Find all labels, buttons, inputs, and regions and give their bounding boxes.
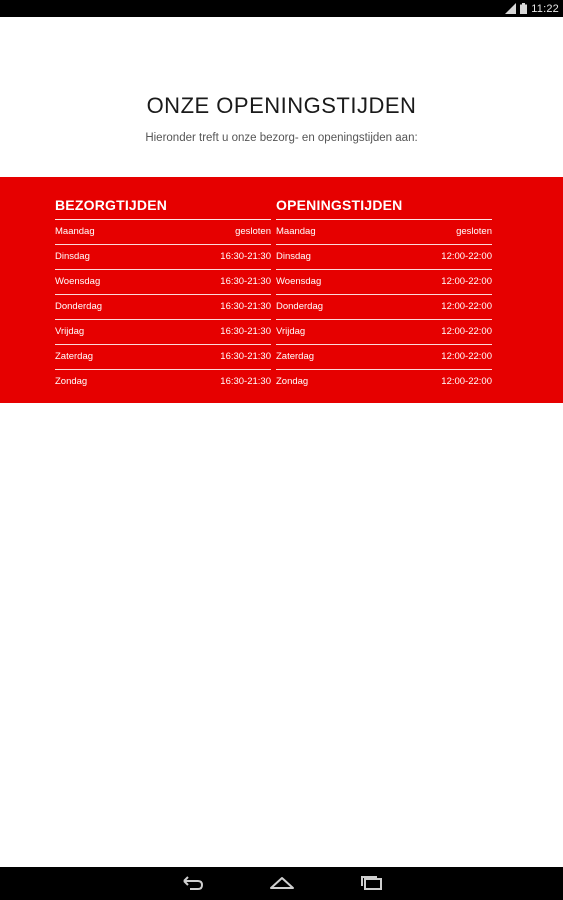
opening-row bbox=[276, 370, 492, 394]
clock: 11:22 bbox=[531, 2, 559, 15]
back-icon[interactable] bbox=[178, 873, 206, 893]
page-subtitle: Hieronder treft u onze bezorg- en openingstijden aan: bbox=[145, 132, 418, 144]
time-value: 12:00-22:00 bbox=[441, 376, 492, 387]
time-value: 12:00-22:00 bbox=[441, 276, 492, 287]
day-label: Zondag bbox=[55, 376, 88, 387]
day-label: Woensdag bbox=[276, 276, 322, 287]
opening-hours-title: OPENINGSTIJDEN bbox=[276, 195, 492, 220]
time-value: 16:30-21:30 bbox=[220, 326, 271, 337]
delivery-row bbox=[55, 270, 271, 295]
time-value: 16:30-21:30 bbox=[220, 351, 271, 362]
time-value: 16:30-21:30 bbox=[220, 376, 271, 387]
navigation-bar bbox=[0, 867, 563, 900]
day-label: Zaterdag bbox=[55, 351, 94, 362]
day-label: Vrijdag bbox=[276, 326, 306, 337]
delivery-row bbox=[55, 220, 271, 245]
opening-row bbox=[276, 270, 492, 295]
day-label: Woensdag bbox=[55, 276, 101, 287]
delivery-row bbox=[55, 295, 271, 320]
delivery-hours-list bbox=[55, 220, 271, 394]
signal-icon bbox=[505, 3, 516, 14]
day-label: Zondag bbox=[276, 376, 309, 387]
page-title: ONZE OPENINGSTIJDEN bbox=[146, 93, 417, 118]
day-label: Maandag bbox=[276, 226, 316, 237]
battery-icon bbox=[520, 3, 527, 14]
delivery-row bbox=[55, 245, 271, 270]
delivery-row bbox=[55, 370, 271, 394]
time-value: 16:30-21:30 bbox=[220, 276, 271, 287]
home-icon[interactable] bbox=[268, 873, 296, 893]
delivery-row bbox=[55, 345, 271, 370]
status-bar bbox=[0, 0, 563, 17]
status-icons bbox=[505, 2, 559, 15]
time-value: 16:30-21:30 bbox=[220, 301, 271, 312]
recents-icon[interactable] bbox=[358, 873, 386, 893]
opening-row bbox=[276, 295, 492, 320]
opening-hours-column bbox=[276, 195, 492, 394]
day-label: Vrijdag bbox=[55, 326, 85, 337]
time-value: 16:30-21:30 bbox=[220, 251, 271, 262]
time-value: gesloten bbox=[456, 226, 492, 237]
time-value: 12:00-22:00 bbox=[441, 301, 492, 312]
day-label: Donderdag bbox=[276, 301, 324, 312]
opening-hours-list bbox=[276, 220, 492, 394]
opening-row bbox=[276, 320, 492, 345]
opening-row bbox=[276, 345, 492, 370]
day-label: Zaterdag bbox=[276, 351, 315, 362]
opening-row bbox=[276, 245, 492, 270]
delivery-hours-title: BEZORGTIJDEN bbox=[55, 195, 271, 220]
time-value: 12:00-22:00 bbox=[441, 351, 492, 362]
day-label: Dinsdag bbox=[276, 251, 311, 262]
delivery-row bbox=[55, 320, 271, 345]
hours-panel bbox=[0, 177, 563, 403]
day-label: Dinsdag bbox=[55, 251, 90, 262]
day-label: Donderdag bbox=[55, 301, 103, 312]
time-value: gesloten bbox=[235, 226, 271, 237]
time-value: 12:00-22:00 bbox=[441, 251, 492, 262]
day-label: Maandag bbox=[55, 226, 95, 237]
delivery-hours-column bbox=[55, 195, 271, 394]
opening-row bbox=[276, 220, 492, 245]
time-value: 12:00-22:00 bbox=[441, 326, 492, 337]
